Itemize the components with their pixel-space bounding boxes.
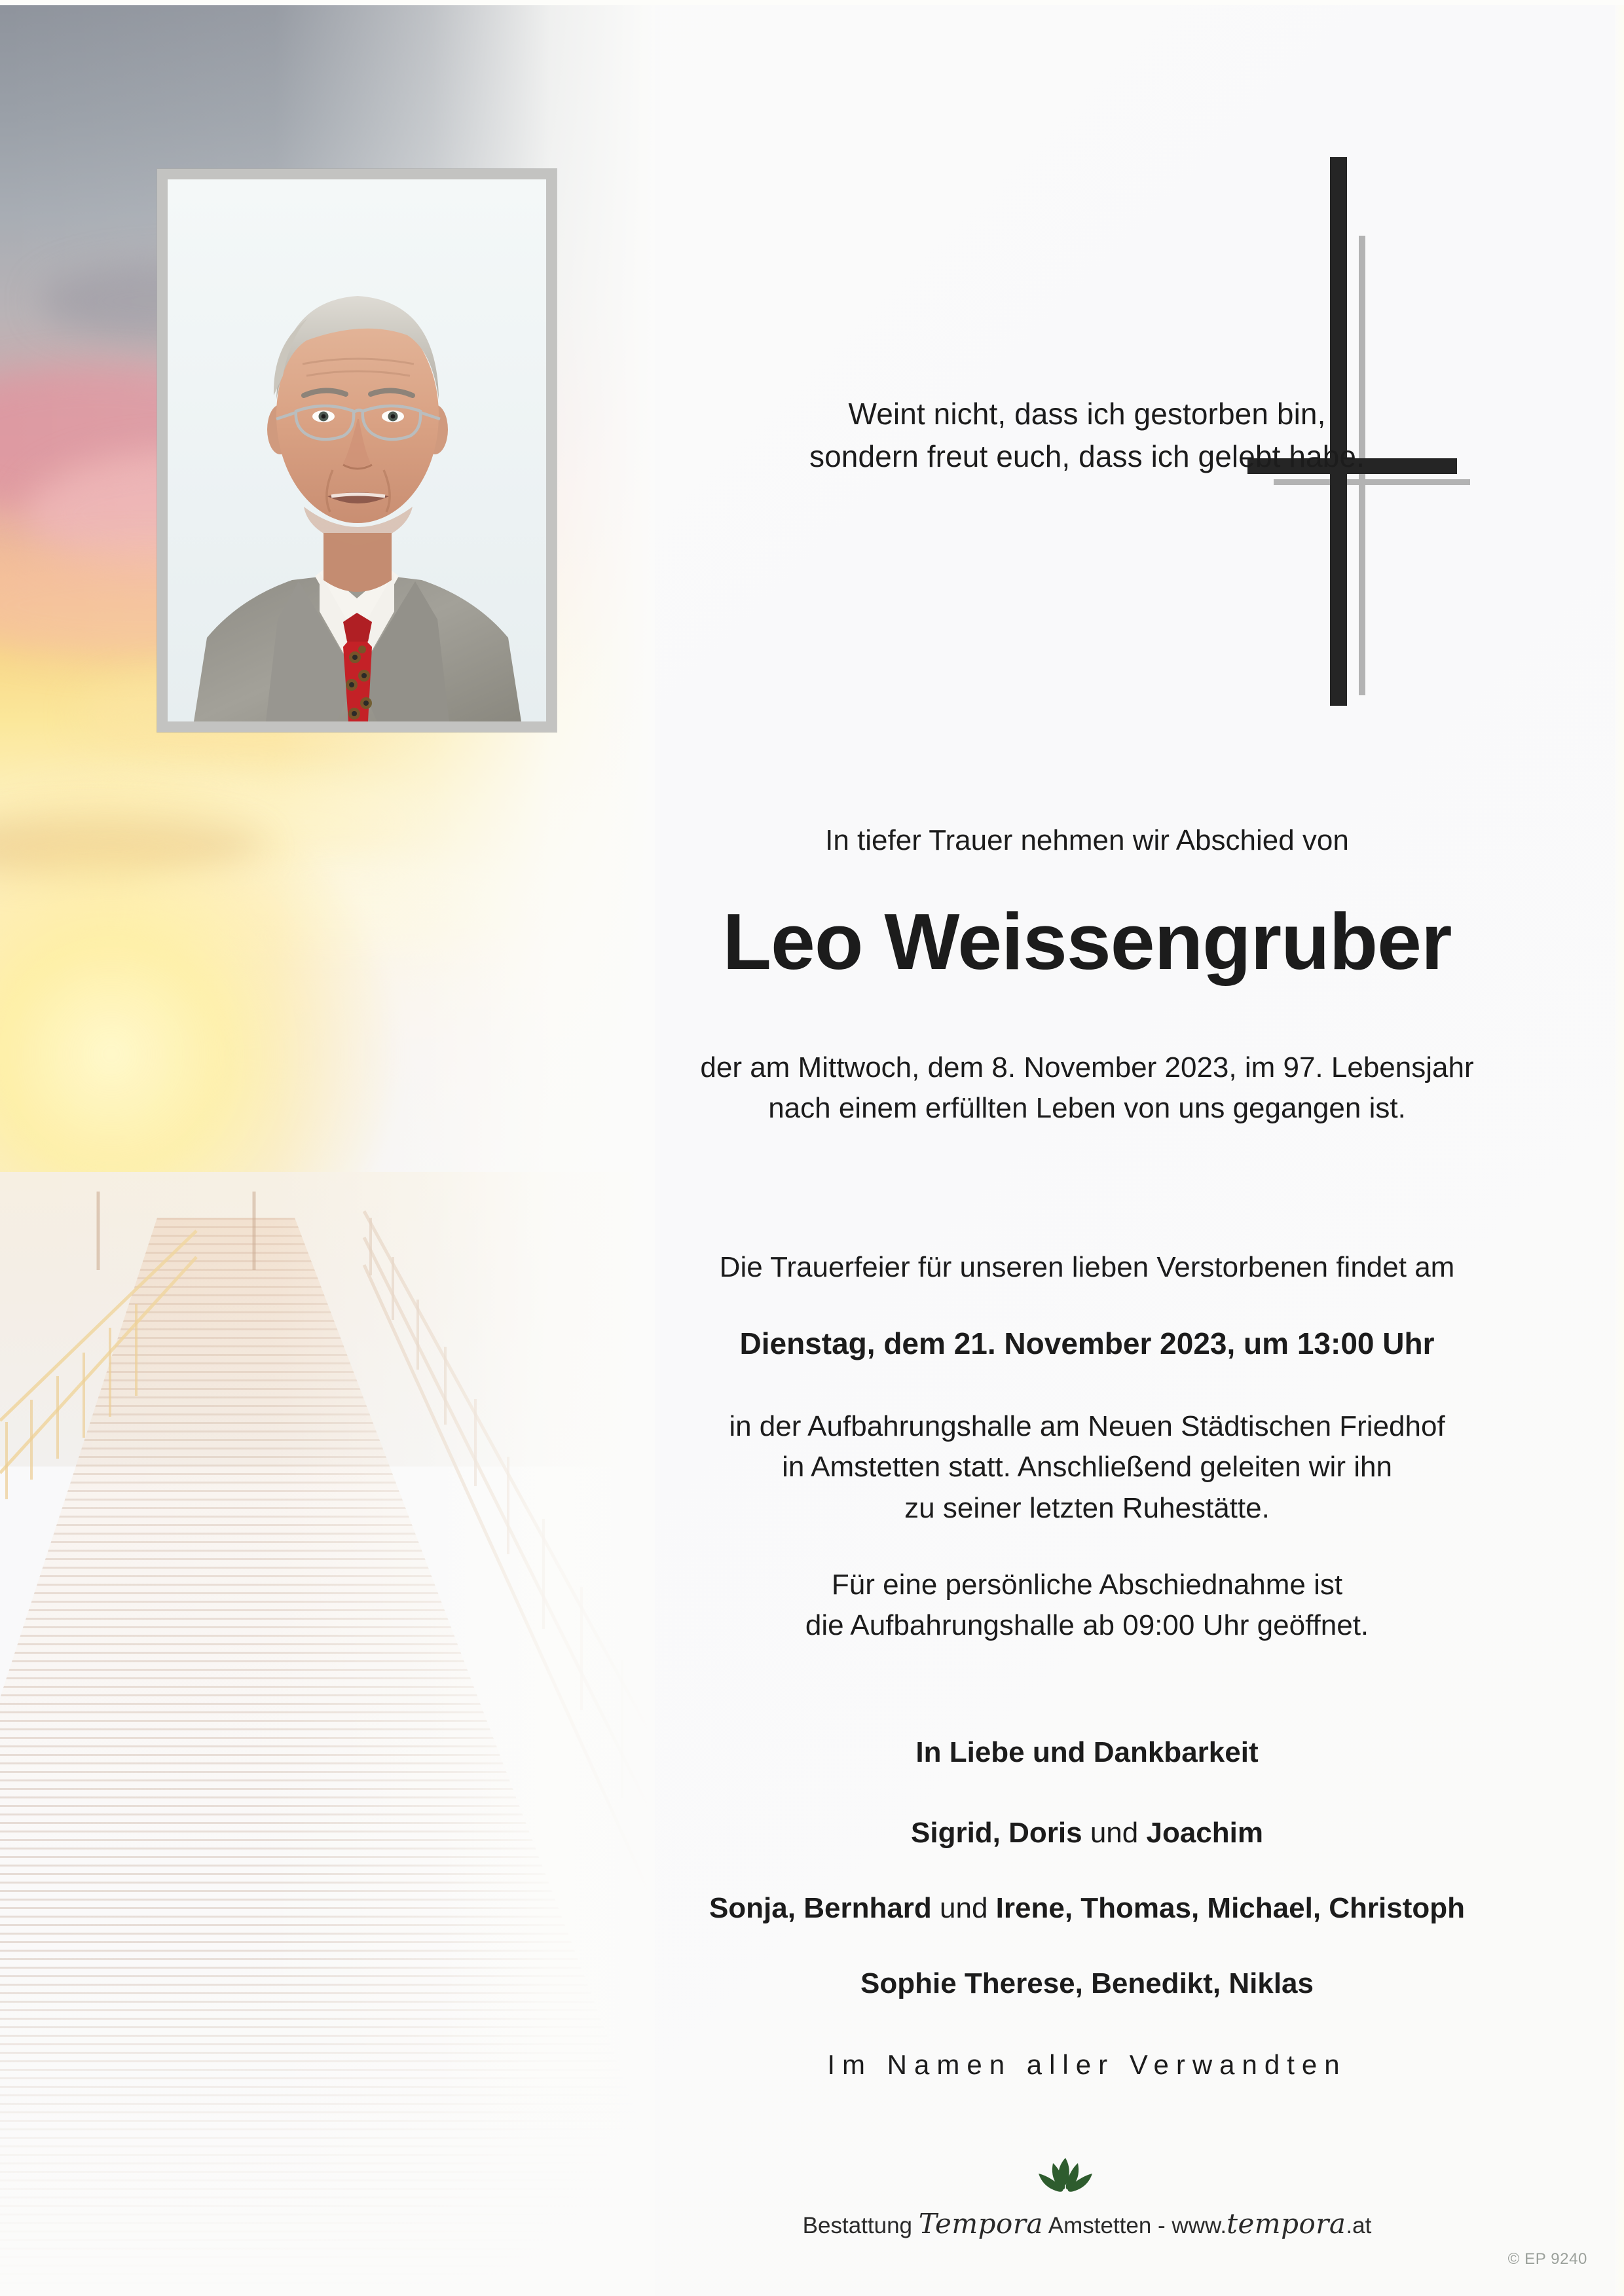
viewing-hours bbox=[616, 1565, 1559, 1647]
family-3-part-1: Sophie Therese, Benedikt, Niklas bbox=[860, 1967, 1314, 1999]
service-date: Dienstag, dem 21. November 2023, um 13:00 Uhr bbox=[739, 1326, 1435, 1360]
copyright-code: © EP 9240 bbox=[1507, 2250, 1587, 2268]
family-line-2 bbox=[616, 1892, 1559, 1925]
artwork-bottom-fade bbox=[0, 1951, 655, 2296]
quote-line-2: sondern freut euch, dass ich gelebt habe. bbox=[809, 439, 1365, 474]
viewing-hours-line-1: Für eine persönliche Abschiednahme ist bbox=[831, 1569, 1343, 1601]
announcement-intro: In tiefer Trauer nehmen wir Abschied von bbox=[825, 824, 1349, 856]
death-details bbox=[616, 1048, 1559, 1129]
death-details-line-1: der am Mittwoch, dem 8. November 2023, im 97. Lebensjahr bbox=[700, 1051, 1474, 1084]
gratitude-heading: In Liebe und Dankbarkeit bbox=[915, 1736, 1259, 1768]
service-location-line-2: in Amstetten statt. Anschließend geleiten wir ihn bbox=[782, 1451, 1392, 1484]
viewing-hours-line-2: die Aufbahrungshalle ab 09:00 Uhr geöffnet. bbox=[805, 1609, 1369, 1642]
deceased-name: Leo Weissengruber bbox=[722, 897, 1452, 986]
service-intro: Die Trauerfeier für unseren lieben Verstorbenen findet am bbox=[719, 1251, 1455, 1283]
family-line-3 bbox=[616, 1967, 1559, 2000]
footer-middle: Amstetten - www. bbox=[1043, 2213, 1227, 2238]
footer-domain: tempora bbox=[1227, 2208, 1346, 2240]
family-2-conjunction: und bbox=[931, 1892, 996, 1924]
footer-brand: Tempora bbox=[918, 2208, 1043, 2240]
quote-line-1: Weint nicht, dass ich gestorben bin, bbox=[848, 397, 1326, 431]
paper-top-edge bbox=[0, 0, 1624, 5]
family-1-conjunction: und bbox=[1082, 1817, 1147, 1849]
paper-right-edge bbox=[1615, 0, 1624, 2296]
footer-prefix: Bestattung bbox=[802, 2213, 919, 2238]
funeral-home-footer bbox=[616, 2208, 1559, 2240]
service-location-line-3: zu seiner letzten Ruhestätte. bbox=[904, 1491, 1270, 1524]
service-location-line-1: in der Aufbahrungshalle am Neuen Städtischen Friedhof bbox=[729, 1410, 1445, 1442]
service-location bbox=[616, 1406, 1559, 1529]
family-1-part-1: Sigrid, Doris bbox=[911, 1817, 1082, 1849]
memorial-quote bbox=[616, 393, 1559, 479]
family-2-part-2: Irene, Thomas, Michael, Christoph bbox=[995, 1892, 1466, 1924]
family-1-part-2: Joachim bbox=[1146, 1817, 1263, 1849]
death-details-line-2: nach einem erfüllten Leben von uns gegangen ist. bbox=[768, 1092, 1406, 1125]
relatives-note: Im Namen aller Verwandten bbox=[827, 2049, 1347, 2080]
memorial-text-column bbox=[616, 0, 1559, 2296]
portrait-frame bbox=[157, 169, 557, 732]
family-line-1 bbox=[616, 1817, 1559, 1850]
portrait-photo bbox=[168, 179, 546, 721]
leaf-logo-icon bbox=[1027, 2155, 1104, 2202]
footer-suffix: .at bbox=[1346, 2213, 1372, 2238]
family-2-part-1: Sonja, Bernhard bbox=[709, 1892, 932, 1924]
